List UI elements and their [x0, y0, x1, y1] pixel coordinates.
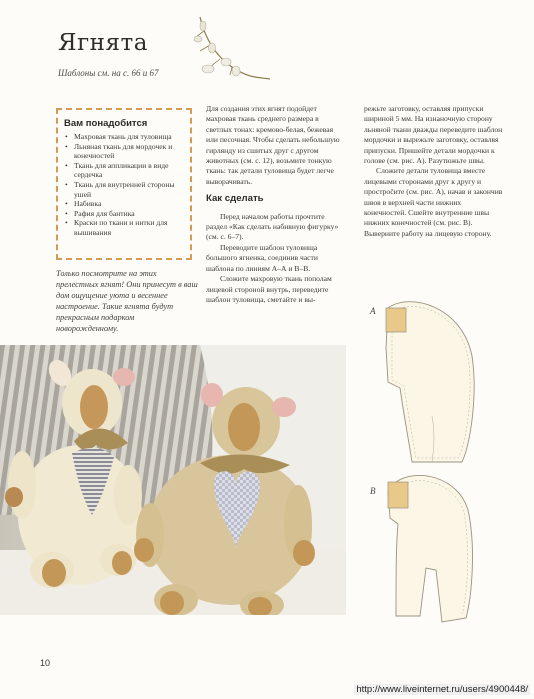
list-item: • Рафия для бантика [64, 209, 190, 219]
lambs-photo [0, 345, 346, 615]
step-paragraph: Перед началом работы прочтите раздел «Как сделать набивную фигурку» (см. с. 6–7). [206, 211, 339, 242]
step-paragraph: Сложите махровую ткань пополам лицевой стороной внутрь, переведите шаблон туловища, сметайте и вы- [206, 274, 332, 304]
pattern-figures [366, 296, 506, 656]
figure-a-label: A [370, 306, 376, 316]
list-item: • Льняная ткань для мордочек и конечностей [64, 142, 190, 161]
list-item: • Набивка [64, 199, 190, 209]
list-item: • Махровая ткань для туловища [64, 132, 190, 142]
text-column-middle [206, 104, 344, 305]
text-column-right [364, 104, 504, 239]
how-to-heading: Как сделать [206, 193, 264, 205]
list-item: • Ткань для аппликации в виде сердечка [64, 161, 190, 180]
step-paragraph: режьте заготовку, оставляя припуски шириной 5 мм. На изнаночную сторону льняной ткани дважды переведите шаблон мордочки и вырежьте заготовку, оставляя припуски. Пришейте детали мордочки к голове (см. рис. А). Разутюжьте швы. [364, 104, 503, 166]
page-title: Ягнята [58, 30, 148, 56]
page-number: 10 [40, 658, 51, 668]
list-item: • Ткань для внутренней стороны ушей [64, 180, 190, 199]
intro-caption: Только посмотрите на этих прелестных ягнят! Они принесут в ваш дом ощущение уюта и весеннее настроение. Такие ягнята будут прекрасным подарком новорожденному. [56, 269, 198, 333]
materials-heading: Вам понадобится [64, 118, 148, 129]
step-paragraph: Переводите шаблон туловища большого ягненка, соединив части шаблона по линиям А–А и В–В. [206, 242, 318, 273]
materials-list [64, 132, 190, 238]
materials-box [56, 108, 192, 260]
page-subtitle: Шаблоны см. на с. 66 и 67 [58, 68, 159, 78]
list-item: • Краски по ткани и нитки для вышивания [64, 218, 190, 237]
footer-url[interactable]: http://www.liveinternet.ru/users/4900448/ [356, 684, 528, 695]
willow-sprig-illustration [192, 15, 272, 81]
intro-paragraph: Для создания этих ягнят подойдет махровая ткань среднего размера в светлых тонах: кремово-белая, бежевая или песочная. Чтобы сделать небольшую гирлянду из сшитых друг с другом животных (см. с. 12), возьмите тонкую ткань: так детали туловища будет легче выворачивать. [206, 104, 340, 186]
figure-b-label: B [370, 486, 376, 496]
step-paragraph: Сложите детали туловища вместе лицевыми сторонами друг к другу и простроčите (см. рис. А), начав и закончив швов в верхней части нижних конечностей. Сшейте внутренние швы нижних конечностей (см. рис. В). Выверните работу на лицевую сторону. [364, 166, 503, 238]
